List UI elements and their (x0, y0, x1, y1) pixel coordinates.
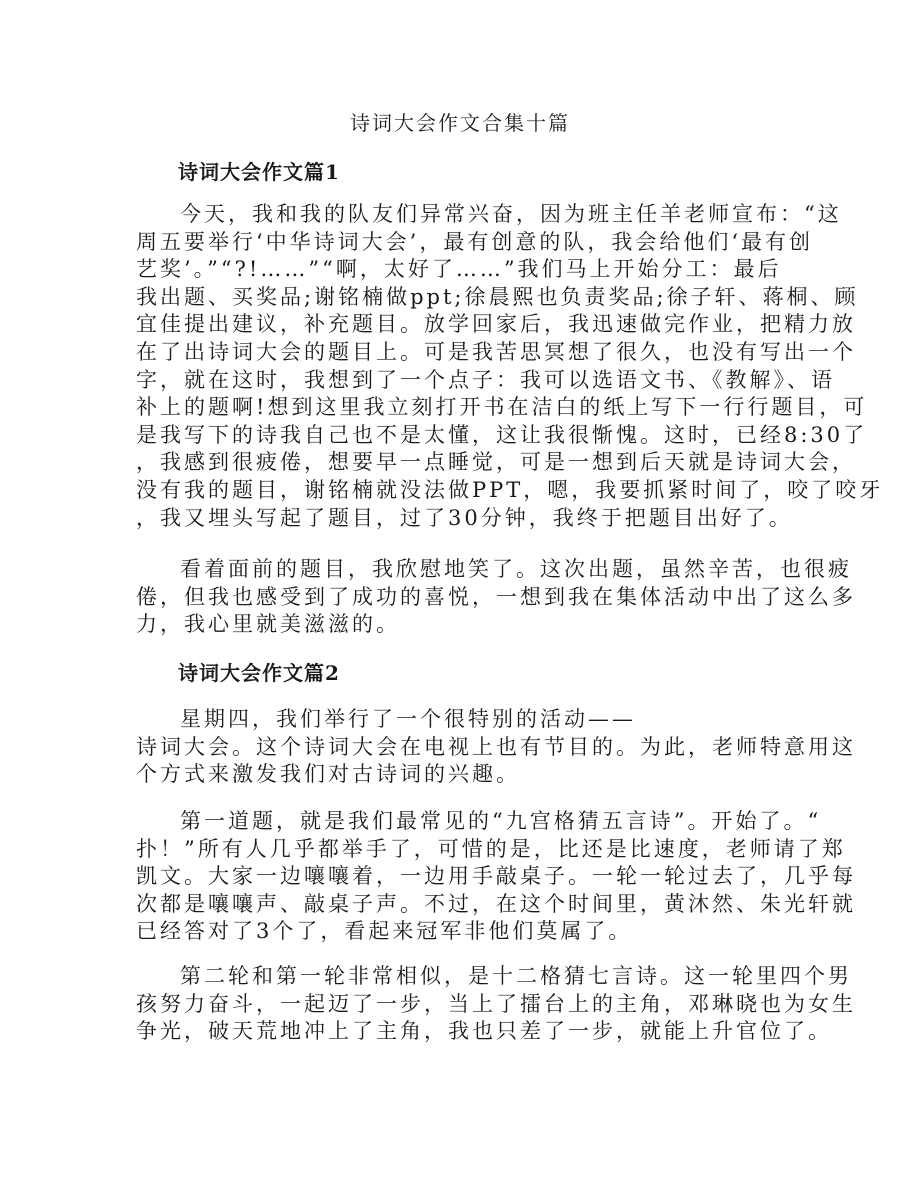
text-line: 凯文。大家一边嚷嚷着，一边用手敲桌子。一轮一轮过去了，几乎每 (136, 864, 856, 889)
text-line: 争光，破天荒地冲上了主角，我也只差了一步，就能上升官位了。 (136, 1019, 832, 1044)
section-heading-1: 诗词大会作文篇1 (178, 160, 340, 184)
paragraph (136, 963, 856, 1046)
text-line: 补上的题啊!想到这里我立刻打开书在洁白的纸上写下一行行题目，可 (136, 395, 868, 420)
text-line: 诗词大会。这个诗词大会在电视上也有节目的。为此，老师特意用这 (136, 734, 856, 759)
text-line: 力，我心里就美滋滋的。 (136, 612, 400, 637)
text-line: 倦，但我也感受到了成功的喜悦，一想到我在集体活动中出了这么多 (136, 584, 856, 609)
text-line: 宜佳提出建议，补充题目。放学回家后，我迅速做完作业，把精力放 (136, 312, 856, 337)
paragraph (136, 706, 856, 789)
text-line: 星期四，我们举行了一个很特别的活动—— (180, 707, 636, 731)
text-line: 没有我的题目，谢铭楠就没法做PPT，嗯，我要抓紧时间了，咬了咬牙 (136, 477, 884, 502)
paragraph (136, 201, 884, 532)
text-line: 扑！”所有人几乎都举手了，可惜的是，比还是比速度，老师请了郑 (136, 836, 846, 861)
text-line: ，我感到很疲倦，想要早一点睡觉，可是一想到后天就是诗词大会， (136, 450, 856, 475)
text-line: ，我又埋头写起了题目，过了30分钟，我终于把题目出好了。 (136, 505, 793, 530)
paragraph (136, 808, 856, 946)
text-line: 周五要举行‘中华诗词大会’，最有创意的队，我会给他们‘最有创 (136, 229, 814, 254)
text-line: 第一道题，就是我们最常见的“九宫格猜五言诗”。开始了。“ (180, 809, 822, 833)
text-line: 第二轮和第一轮非常相似，是十二格猜七言诗。这一轮里四个男 (180, 964, 852, 988)
section-heading-2: 诗词大会作文篇2 (178, 661, 340, 685)
text-line: 字，就在这时，我想到了一个点子：我可以选语文书、《教解》、语 (136, 367, 835, 392)
paragraph (136, 556, 856, 639)
text-line: 我出题、买奖品;谢铭楠做ppt;徐晨熙也负责奖品;徐子轩、蒋桐、顾 (136, 284, 859, 309)
text-line: 艺奖’。”“?!……”“啊，太好了……”我们马上开始分工：最后 (136, 257, 782, 282)
text-line: 看着面前的题目，我欣慰地笑了。这次出题，虽然辛苦，也很疲 (180, 557, 852, 581)
text-line: 今天，我和我的队友们异常兴奋，因为班主任羊老师宣布：“这 (180, 202, 842, 226)
text-line: 在了出诗词大会的题目上。可是我苦思冥想了很久，也没有写出一个 (136, 339, 856, 364)
text-line: 个方式来激发我们对古诗词的兴趣。 (136, 762, 520, 787)
document-title: 诗词大会作文合集十篇 (350, 111, 570, 135)
text-line: 孩努力奋斗，一起迈了一步，当上了擂台上的主角，邓琳晓也为女生 (136, 991, 856, 1016)
text-line: 次都是嚷嚷声、敲桌子声。不过，在这个时间里，黄沐然、朱光轩就 (136, 891, 856, 916)
text-line: 是我写下的诗我自己也不是太懂，这让我很惭愧。这时，已经8:30了 (136, 422, 868, 447)
text-line: 已经答对了3个了，看起来冠军非他们莫属了。 (136, 919, 633, 944)
